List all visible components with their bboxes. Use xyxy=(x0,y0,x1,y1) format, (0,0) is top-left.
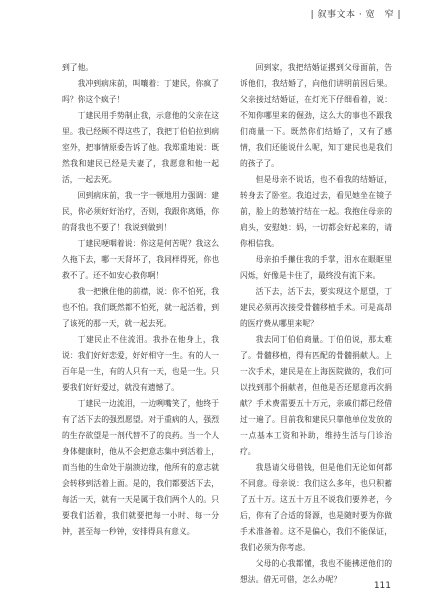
running-header: | 叙事文本 · 宽 窄 | xyxy=(310,10,401,20)
left-column xyxy=(62,60,219,540)
paragraph: 我恳请父母借钱，但是他们无论如何都不同意。母亲说：我们这么多年，也只积蓄了五十万。这五十万且不说我们要养老，今后，你有了合适的肾源，也是随时要为你做手术准备着。这不是偏心，我们不能保证，我们必须为你考虑。 xyxy=(240,463,392,552)
paragraph: 回到家，我把结婚证撂到父母面前，告诉他们，我结婚了，向他们讲明前因后果。父亲接过结婚证，在灯光下仔细看着，说：不知你哪里来的倔劲，这么大的事也不跟我们商量一下。既然你们结婚了，又有了感情，我们还能说什么呢，知丁建民也是我们的孩子了。 xyxy=(240,63,392,168)
paragraph: 丁建民一边流泪，一边咧嘴笑了，他终于有了活下去的强烈愿望。对于重病的人，强烈的生存欲望是一剂代替不了的良药。当一个人身体健康时，他从不会把意志集中到活着上，而当他的生命处于崩溃边缘，他所有的意志就会转移到活着上面。是的，我们都要活下去，每活一天，就有一天是属于我们两个人的。只要我们活着，我们就要把每一小时、每一分钟，甚至每一秒钟，安排得具有意义。 xyxy=(62,399,219,536)
right-column xyxy=(240,60,392,588)
paragraph: 父母的心我都懂，我也不能拂逆他们的想法。借无可借，怎么办呢？ xyxy=(240,559,392,584)
paragraph: 我一把揪住他的前襟，说：你不怕死，我也不怕。我们既然都不怕死，就一起活着，到了该死的那一天，就一起去死。 xyxy=(62,287,219,328)
paragraph: 我去同丁伯伯商量。丁伯伯说，那太难了。骨髓移植，得有匹配的骨髓捐献人。上一次手术，建民是在上海医院做的，我们可以找到那个捐献者，但他是否还愿意再次捐献？手术费需要五十万元，亲戚们都已经借过一遍了。目前我和建民只靠他单位发放的一点基本工资和补助，维持生活与门诊治疗。 xyxy=(240,335,392,456)
paragraph: 丁建民用手势制止我，示意他的父亲在这里。我已经顾不得这些了，我把丁伯伯拉到病室外，把事情原委告诉了他。我郑重地说：既然我和建民已经是夫妻了，我愿意和他一起活，一起去死。 xyxy=(62,111,219,184)
paragraph: 丁建民哽咽着说：你这是何苦呢？我这么久拖下去，哪一天肾坏了，我同样得死，你也救不了。还不如安心救你啊！ xyxy=(62,239,219,280)
paragraph: 活下去，活下去，要实现这个愿望，丁建民必须再次接受骨髓移植手术。可是高昂的医疗费从哪里来呢？ xyxy=(240,287,392,328)
paragraph: 但是母亲不说话，也不看我的结婚证，转身去了卧室。我追过去，看见她坐在镜子前，脸上的愁皱拧结在一起。我抱住母亲的肩头，安慰她：妈，一切都会好起来的，请你相信我。 xyxy=(240,175,392,248)
paragraph: 到了他。 xyxy=(62,63,94,72)
paragraph: 回到病床前，我一字一顿地用力强调：建民，你必须好好治疗，否则，我跟你离婚，你的肾我也不要了！我说到做到！ xyxy=(62,191,219,232)
paragraph: 母亲拍手攥住我的手掌，泪水在眼眶里闪烁，好像是卡住了，最终没有流下来。 xyxy=(240,255,392,280)
page-number: 111 xyxy=(373,581,391,591)
paragraph: 我冲到病床前，叫嚷着：丁建民，你疯了吗？你这个疯子！ xyxy=(62,79,219,104)
paragraph: 丁建民止不住流泪。我扑在他身上，我说：我们好好恋爱，好好相守一生。有的人一百年是一生，有的人只有一天，也是一生。只要我们好好爱过，就没有遗憾了。 xyxy=(62,335,219,392)
